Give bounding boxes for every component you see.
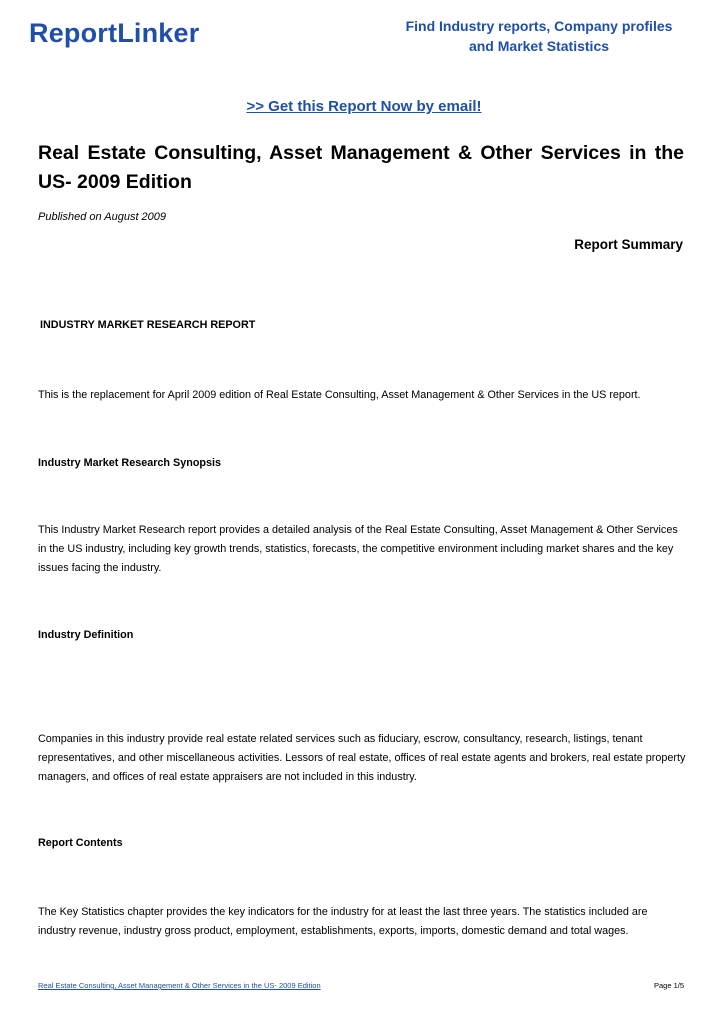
reportlinker-logo[interactable]: ReportLinker bbox=[29, 18, 200, 48]
report-title: Real Estate Consulting, Asset Management & Other Services in the US- 2009 Edition bbox=[38, 142, 684, 193]
tagline-line-2: and Market Statistics bbox=[468, 38, 610, 54]
published-date: Published on August 2009 bbox=[38, 211, 167, 223]
synopsis-heading: Industry Market Research Synopsis bbox=[38, 457, 222, 469]
definition-paragraph: Companies in this industry provide real estate related services such as fiduciary, escrow, consultancy, research, listings, tenant representatives, and other miscellaneous activities. Lessors of real estate, offices of real estate agents and brokers, real estate property managers, and offices of real estate appraisers are not included in this industry. bbox=[38, 733, 686, 783]
page-footer bbox=[38, 980, 684, 992]
synopsis-paragraph: This Industry Market Research report provides a detailed analysis of the Real Estate Consulting, Asset Management & Other Services in the US industry, including key growth trends, statistics, forecasts, the competitive environment including market shares and the key issues facing the industry. bbox=[38, 524, 678, 574]
intro-paragraph: This is the replacement for April 2009 edition of Real Estate Consulting, Asset Management & Other Services in the US report. bbox=[38, 389, 641, 401]
report-summary-label: Report Summary bbox=[574, 237, 683, 252]
header-tagline bbox=[380, 16, 698, 56]
tagline-line-1: Find Industry reports, Company profiles bbox=[405, 18, 673, 34]
page-number: Page 1/5 bbox=[653, 981, 684, 990]
footer-report-link[interactable]: Real Estate Consulting, Asset Management & Other Services in the US- 2009 Edition bbox=[38, 981, 321, 990]
definition-heading: Industry Definition bbox=[38, 629, 134, 641]
section-label: INDUSTRY MARKET RESEARCH REPORT bbox=[40, 319, 256, 331]
get-report-email-link[interactable]: >> Get this Report Now by email! bbox=[246, 98, 482, 115]
contents-heading: Report Contents bbox=[38, 837, 123, 849]
contents-paragraph: The Key Statistics chapter provides the key indicators for the industry for at least the last three years. The statistics included are industry revenue, industry gross product, employment, establishments, exports, imports, domestic demand and total wages. bbox=[38, 906, 648, 937]
